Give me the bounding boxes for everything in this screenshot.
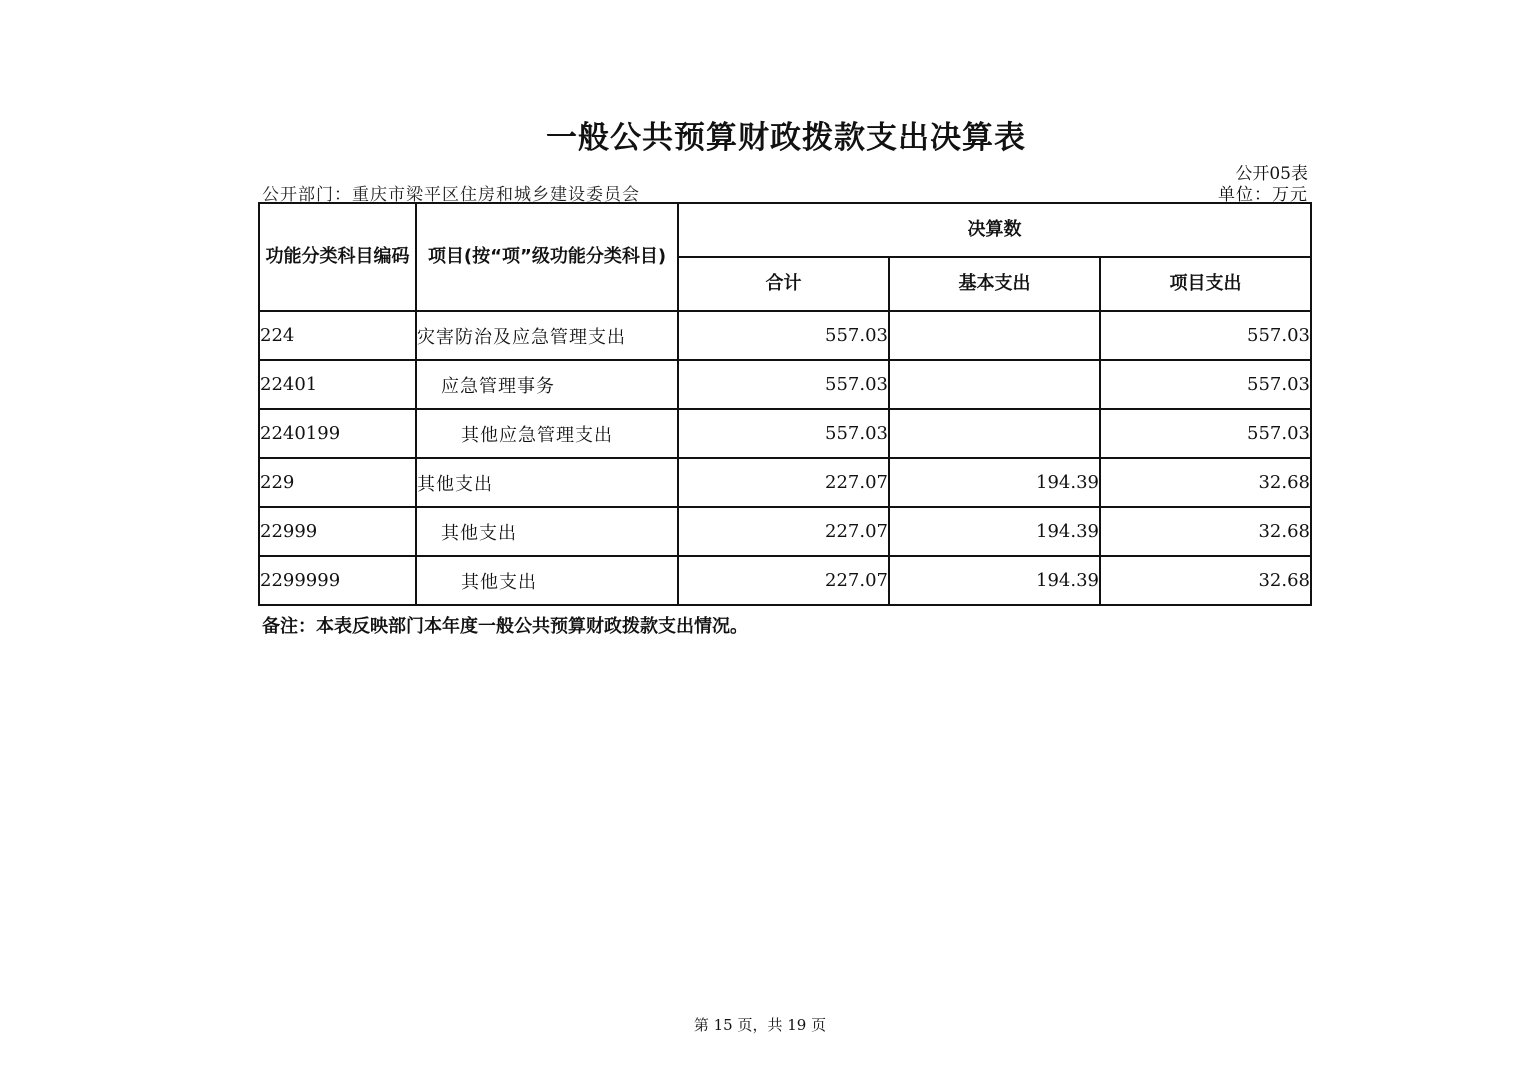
header-final: 决算数 (678, 203, 1311, 257)
cell-total: 227.07 (678, 556, 889, 605)
department-label: 公开部门：重庆市梁平区住房和城乡建设委员会 (262, 185, 640, 205)
table-row (259, 507, 1311, 556)
table-note: 备注：本表反映部门本年度一般公共预算财政拨款支出情况。 (262, 616, 748, 637)
cell-total: 227.07 (678, 507, 889, 556)
cell-basic (889, 409, 1100, 458)
cell-basic: 194.39 (889, 458, 1100, 507)
cell-code: 22401 (259, 360, 416, 409)
header-total: 合计 (678, 257, 889, 311)
cell-basic: 194.39 (889, 507, 1100, 556)
cell-total: 557.03 (678, 360, 889, 409)
cell-name: 其他支出 (416, 458, 678, 507)
cell-project: 32.68 (1100, 556, 1311, 605)
header-code: 功能分类科目编码 (259, 203, 416, 311)
cell-project: 557.03 (1100, 311, 1311, 360)
cell-code: 22999 (259, 507, 416, 556)
unit-label: 单位：万元 (1218, 185, 1308, 205)
page-title: 一般公共预算财政拨款支出决算表 (546, 120, 1026, 156)
header-item: 项目(按“项”级功能分类科目) (416, 203, 678, 311)
table-row (259, 360, 1311, 409)
cell-code: 2240199 (259, 409, 416, 458)
header-basic: 基本支出 (889, 257, 1100, 311)
cell-project: 32.68 (1100, 458, 1311, 507)
cell-code: 229 (259, 458, 416, 507)
cell-name: 灾害防治及应急管理支出 (416, 311, 678, 360)
cell-name: 其他支出 (416, 507, 678, 556)
table-row (259, 311, 1311, 360)
cell-basic (889, 311, 1100, 360)
page-number: 第 15 页，共 19 页 (693, 1016, 827, 1034)
cell-name: 其他应急管理支出 (416, 409, 678, 458)
cell-project: 32.68 (1100, 507, 1311, 556)
cell-name: 其他支出 (416, 556, 678, 605)
cell-basic (889, 360, 1100, 409)
table-row (259, 556, 1311, 605)
cell-code: 2299999 (259, 556, 416, 605)
header-project: 项目支出 (1100, 257, 1311, 311)
cell-total: 557.03 (678, 311, 889, 360)
cell-total: 227.07 (678, 458, 889, 507)
cell-total: 557.03 (678, 409, 889, 458)
cell-name: 应急管理事务 (416, 360, 678, 409)
cell-basic: 194.39 (889, 556, 1100, 605)
table-row (259, 458, 1311, 507)
cell-code: 224 (259, 311, 416, 360)
table-row (259, 409, 1311, 458)
form-number: 公开05表 (1235, 164, 1308, 184)
expenditure-table (258, 202, 1312, 606)
cell-project: 557.03 (1100, 409, 1311, 458)
cell-project: 557.03 (1100, 360, 1311, 409)
